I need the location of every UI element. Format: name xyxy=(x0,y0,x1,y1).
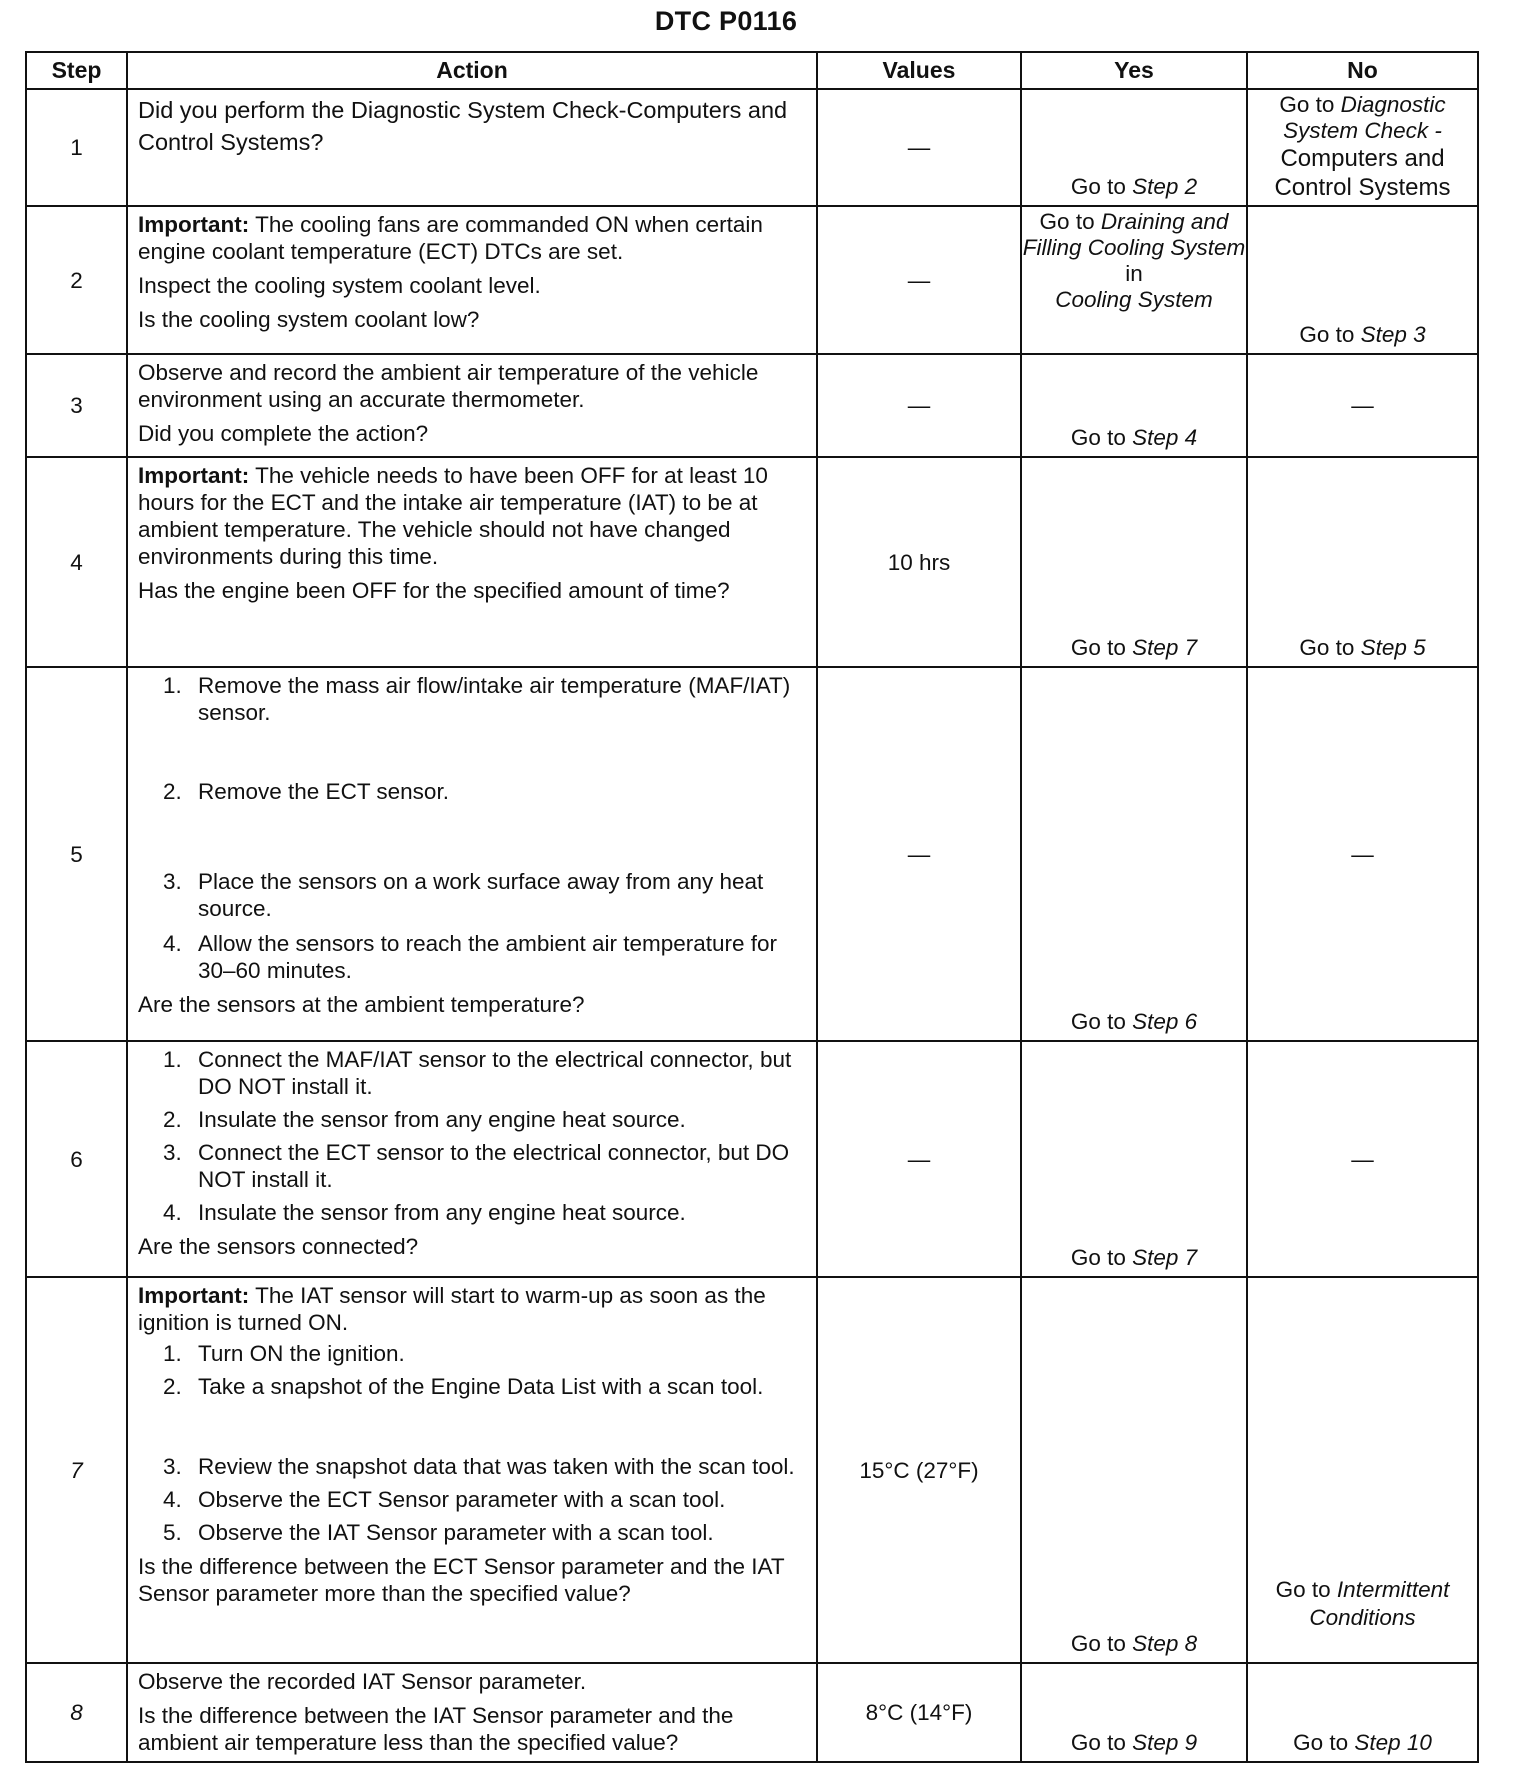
action-cell xyxy=(127,354,817,457)
go-to-label: Go to xyxy=(1293,1730,1355,1755)
go-to-target: Step 7 xyxy=(1132,635,1198,660)
action-cell xyxy=(127,1663,817,1762)
action-cell xyxy=(127,1041,817,1277)
value-cell: — xyxy=(817,667,1021,1041)
item-number: 4. xyxy=(163,1487,182,1512)
item-text: Observe the ECT Sensor parameter with a scan tool. xyxy=(198,1487,726,1512)
list-item xyxy=(138,1340,808,1367)
list-item xyxy=(138,1486,808,1513)
item-text: Remove the ECT sensor. xyxy=(198,779,449,804)
yes-cell xyxy=(1021,206,1247,354)
question-text: Is the cooling system coolant low? xyxy=(138,307,480,332)
go-to-label: Go to xyxy=(1299,635,1361,660)
item-text: Remove the mass air flow/intake air temperature (MAF/IAT) sensor. xyxy=(198,673,791,725)
important-label: Important: xyxy=(138,1283,250,1308)
table-row xyxy=(26,89,1478,206)
header-values: Values xyxy=(817,52,1021,89)
go-to-target: Step 8 xyxy=(1132,1631,1198,1656)
go-to-label: Go to xyxy=(1070,635,1133,660)
header-yes: Yes xyxy=(1021,52,1247,89)
important-note xyxy=(138,1282,808,1336)
yes-cell xyxy=(1021,354,1247,457)
list-item xyxy=(138,1046,808,1100)
item-number: 5. xyxy=(163,1520,182,1545)
item-number: 3. xyxy=(163,1454,182,1479)
list-item xyxy=(138,778,808,868)
question-text: Did you complete the action? xyxy=(138,421,429,446)
go-to-label: Go to xyxy=(1039,209,1101,234)
action-text: Observe the recorded IAT Sensor parameter. xyxy=(138,1669,587,1694)
yes-link[interactable] xyxy=(1022,1729,1246,1756)
list-item xyxy=(138,1199,808,1226)
step-number: 3 xyxy=(26,354,127,457)
go-to-target-rest: Computers and Control Systems xyxy=(1274,145,1451,201)
yes-cell xyxy=(1021,1277,1247,1663)
table-row xyxy=(26,667,1478,1041)
go-to-target: Step 9 xyxy=(1132,1730,1198,1755)
go-to-label: Go to xyxy=(1070,425,1133,450)
item-number: 3. xyxy=(163,869,182,894)
yes-cell xyxy=(1021,457,1247,667)
procedure-list xyxy=(138,1340,808,1546)
table-row xyxy=(26,457,1478,667)
action-cell xyxy=(127,1277,817,1663)
header-row xyxy=(26,52,1478,89)
step-number: 8 xyxy=(26,1663,127,1762)
important-text: The vehicle needs to have been OFF for at least 10 hours for the ECT and the intake air temperature (IAT) to be at ambient temperature. The vehicle should not have changed environments during this time. xyxy=(138,463,768,569)
go-to-target: Step 6 xyxy=(1132,1009,1198,1034)
question-text: Is the difference between the IAT Sensor parameter and the ambient air temperature less than the specified value? xyxy=(138,1703,734,1755)
go-to-target: Step 5 xyxy=(1360,635,1426,660)
diagnostic-table xyxy=(25,51,1479,1763)
no-cell: — xyxy=(1247,1041,1478,1277)
action-text: Did you perform the Diagnostic System Check-Computers and Control Systems? xyxy=(138,97,788,155)
go-to-label: Go to xyxy=(1275,1577,1337,1602)
value-cell: — xyxy=(817,206,1021,354)
step-number: 6 xyxy=(26,1041,127,1277)
item-text: Turn ON the ignition. xyxy=(198,1341,405,1366)
no-link[interactable] xyxy=(1248,634,1477,661)
no-link[interactable] xyxy=(1248,90,1477,202)
item-number: 2. xyxy=(163,1107,182,1132)
important-label: Important: xyxy=(138,212,250,237)
item-number: 2. xyxy=(163,1374,182,1399)
important-text: The cooling fans are commanded ON when certain engine coolant temperature (ECT) DTCs are set. xyxy=(138,212,763,264)
step-number: 7 xyxy=(26,1277,127,1663)
important-label: Important: xyxy=(138,463,250,488)
list-item xyxy=(138,868,808,930)
important-note xyxy=(138,211,808,265)
in-label: in xyxy=(1125,261,1143,286)
value-cell: — xyxy=(817,354,1021,457)
go-to-target: Intermittent Conditions xyxy=(1309,1577,1450,1630)
item-number: 1. xyxy=(163,1047,182,1072)
step-number: 4 xyxy=(26,457,127,667)
step-number: 5 xyxy=(26,667,127,1041)
go-to-target: Step 4 xyxy=(1132,425,1198,450)
yes-link[interactable] xyxy=(1022,634,1246,661)
no-link[interactable] xyxy=(1248,321,1477,348)
list-item xyxy=(138,930,808,984)
question-text: Are the sensors at the ambient temperature? xyxy=(138,992,585,1017)
no-cell xyxy=(1247,457,1478,667)
question-text: Has the engine been OFF for the specified amount of time? xyxy=(138,578,730,603)
list-item xyxy=(138,1519,808,1546)
go-to-label: Go to xyxy=(1070,1631,1133,1656)
yes-cell xyxy=(1021,1041,1247,1277)
table-row xyxy=(26,1663,1478,1762)
go-to-target: Draining and Filling Cooling System xyxy=(1022,209,1246,260)
yes-cell xyxy=(1021,667,1247,1041)
item-number: 4. xyxy=(163,1200,182,1225)
procedure-list xyxy=(138,1046,808,1226)
item-text: Insulate the sensor from any engine heat source. xyxy=(198,1200,686,1225)
table-row xyxy=(26,1041,1478,1277)
table-row xyxy=(26,206,1478,354)
yes-link[interactable] xyxy=(1022,207,1246,313)
no-link[interactable] xyxy=(1248,1729,1477,1756)
go-to-target: Step 3 xyxy=(1360,322,1426,347)
item-number: 1. xyxy=(163,673,182,698)
table-row xyxy=(26,354,1478,457)
yes-link[interactable] xyxy=(1022,1008,1246,1035)
question-text: Is the difference between the ECT Sensor parameter and the IAT Sensor parameter more than the specified value? xyxy=(138,1554,785,1606)
yes-link[interactable] xyxy=(1022,1244,1246,1271)
no-cell xyxy=(1247,1277,1478,1663)
item-text: Allow the sensors to reach the ambient air temperature for 30–60 minutes. xyxy=(198,931,778,983)
value-cell: 8°C (14°F) xyxy=(817,1663,1021,1762)
action-cell xyxy=(127,206,817,354)
yes-link[interactable] xyxy=(1022,1630,1246,1657)
no-link[interactable] xyxy=(1248,1576,1477,1632)
list-item xyxy=(138,1106,808,1133)
action-cell xyxy=(127,457,817,667)
value-cell: 15°C (27°F) xyxy=(817,1277,1021,1663)
item-number: 3. xyxy=(163,1140,182,1165)
value-cell: 10 hrs xyxy=(817,457,1021,667)
yes-cell xyxy=(1021,89,1247,206)
go-to-label: Go to xyxy=(1279,92,1341,117)
table-row xyxy=(26,1277,1478,1663)
go-to-target: Diagnostic System Check - xyxy=(1283,92,1446,143)
item-text: Place the sensors on a work surface away from any heat source. xyxy=(198,869,764,921)
action-cell xyxy=(127,89,817,206)
no-cell: — xyxy=(1247,667,1478,1041)
list-item xyxy=(138,1453,808,1480)
item-number: 4. xyxy=(163,931,182,956)
list-item xyxy=(138,1139,808,1193)
header-no: No xyxy=(1247,52,1478,89)
item-text: Take a snapshot of the Engine Data List with a scan tool. xyxy=(198,1374,764,1399)
page-title: DTC P0116 xyxy=(654,6,798,36)
go-to-target: Step 10 xyxy=(1354,1730,1432,1755)
action-text: Inspect the cooling system coolant level. xyxy=(138,273,541,298)
action-cell xyxy=(127,667,817,1041)
go-to-label: Go to xyxy=(1070,174,1133,199)
value-cell: — xyxy=(817,89,1021,206)
yes-cell xyxy=(1021,1663,1247,1762)
go-to-section: Cooling System xyxy=(1055,287,1213,312)
no-cell xyxy=(1247,89,1478,206)
item-text: Connect the ECT sensor to the electrical connector, but DO NOT install it. xyxy=(198,1140,790,1192)
header-step: Step xyxy=(26,52,127,89)
procedure-list xyxy=(138,672,808,984)
item-text: Observe the IAT Sensor parameter with a scan tool. xyxy=(198,1520,714,1545)
no-cell: — xyxy=(1247,354,1478,457)
item-text: Connect the MAF/IAT sensor to the electrical connector, but DO NOT install it. xyxy=(198,1047,792,1099)
no-cell xyxy=(1247,206,1478,354)
step-number: 2 xyxy=(26,206,127,354)
item-text: Insulate the sensor from any engine heat source. xyxy=(198,1107,686,1132)
go-to-label: Go to xyxy=(1070,1245,1133,1270)
action-text: Observe and record the ambient air temperature of the vehicle environment using an accurate thermometer. xyxy=(138,360,759,412)
go-to-label: Go to xyxy=(1070,1009,1133,1034)
important-text: The IAT sensor will start to warm-up as soon as the ignition is turned ON. xyxy=(138,1283,766,1335)
list-item xyxy=(138,672,808,778)
list-item xyxy=(138,1373,808,1453)
go-to-target: Step 7 xyxy=(1132,1245,1198,1270)
go-to-label: Go to xyxy=(1070,1730,1133,1755)
no-cell xyxy=(1247,1663,1478,1762)
go-to-target: Step 2 xyxy=(1132,174,1198,199)
item-number: 2. xyxy=(163,779,182,804)
header-action: Action xyxy=(127,52,817,89)
value-cell: — xyxy=(817,1041,1021,1277)
question-text: Are the sensors connected? xyxy=(138,1234,419,1259)
yes-link[interactable] xyxy=(1022,173,1246,200)
yes-link[interactable] xyxy=(1022,424,1246,451)
step-number: 1 xyxy=(26,89,127,206)
item-text: Review the snapshot data that was taken with the scan tool. xyxy=(198,1454,795,1479)
important-note xyxy=(138,462,808,570)
go-to-label: Go to xyxy=(1299,322,1361,347)
item-number: 1. xyxy=(163,1341,182,1366)
